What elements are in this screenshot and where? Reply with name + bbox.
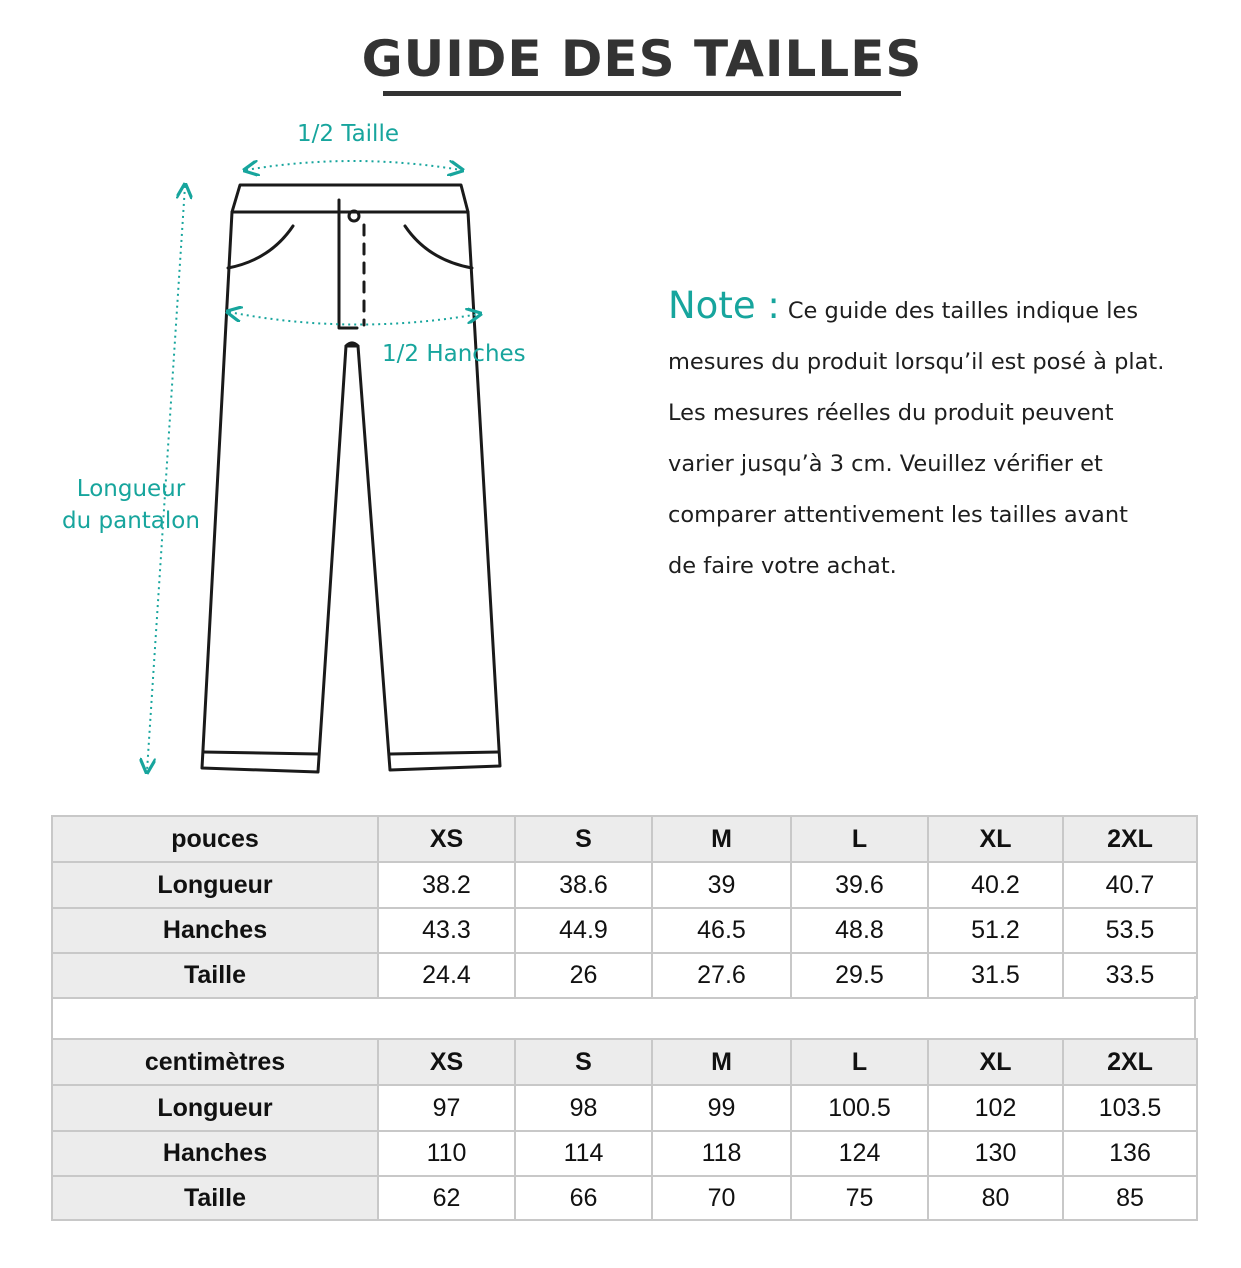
pants-outline (202, 185, 500, 772)
measure-value: 100.5 (791, 1085, 928, 1131)
note-text-1: Ce guide des tailles indique les (787, 298, 1139, 324)
measure-value: 39 (652, 862, 791, 908)
unit-header: pouces (52, 816, 378, 862)
note-line-6: de faire votre achat. (668, 553, 897, 579)
table-spacer (51, 996, 1196, 1038)
size-note (668, 280, 1208, 592)
table-row (52, 1085, 1197, 1131)
page-title: GUIDE DES TAILLES (361, 30, 923, 88)
measure-label: Hanches (52, 908, 378, 953)
table-header-row (52, 1039, 1197, 1085)
measure-value: 29.5 (791, 953, 928, 998)
size-header: M (652, 1039, 791, 1085)
measure-value: 103.5 (1063, 1085, 1197, 1131)
note-line-5: comparer attentivement les tailles avant (668, 502, 1128, 528)
size-header: L (791, 816, 928, 862)
note-line-2: mesures du produit lorsqu’il est posé à plat. (668, 349, 1165, 375)
measure-value: 70 (652, 1176, 791, 1220)
measure-value: 98 (515, 1085, 652, 1131)
table-row (52, 908, 1197, 953)
measure-value: 39.6 (791, 862, 928, 908)
measure-value: 85 (1063, 1176, 1197, 1220)
pants-length-label-line2: du pantalon (62, 508, 200, 534)
measure-value: 38.6 (515, 862, 652, 908)
half-waist-label: 1/2 Taille (297, 121, 399, 147)
measure-value: 24.4 (378, 953, 515, 998)
pants-length-label (56, 473, 206, 537)
size-header: XL (928, 816, 1063, 862)
size-header: 2XL (1063, 1039, 1197, 1085)
measure-label: Longueur (52, 1085, 378, 1131)
measure-value: 51.2 (928, 908, 1063, 953)
measure-label: Hanches (52, 1131, 378, 1176)
measure-label: Taille (52, 1176, 378, 1220)
measure-value: 48.8 (791, 908, 928, 953)
note-line-1 (668, 280, 1208, 337)
measure-value: 114 (515, 1131, 652, 1176)
size-header: S (515, 816, 652, 862)
unit-header: centimètres (52, 1039, 378, 1085)
measure-value: 38.2 (378, 862, 515, 908)
note-line-4: varier jusqu’à 3 cm. Veuillez vérifier et (668, 451, 1103, 477)
measure-value: 43.3 (378, 908, 515, 953)
measure-value: 80 (928, 1176, 1063, 1220)
measure-value: 124 (791, 1131, 928, 1176)
size-header: XS (378, 1039, 515, 1085)
measure-value: 33.5 (1063, 953, 1197, 998)
size-table-inches (51, 815, 1198, 999)
table-row (52, 953, 1197, 998)
measure-value: 66 (515, 1176, 652, 1220)
measure-label: Taille (52, 953, 378, 998)
measure-label: Longueur (52, 862, 378, 908)
measure-value: 99 (652, 1085, 791, 1131)
measure-value: 110 (378, 1131, 515, 1176)
note-heading: Note : (668, 284, 780, 327)
table-row (52, 1176, 1197, 1220)
note-line-3: Les mesures réelles du produit peuvent (668, 400, 1114, 426)
measure-value: 44.9 (515, 908, 652, 953)
table-header-row (52, 816, 1197, 862)
measure-value: 75 (791, 1176, 928, 1220)
size-header: S (515, 1039, 652, 1085)
size-header: 2XL (1063, 816, 1197, 862)
size-header: XL (928, 1039, 1063, 1085)
measure-value: 40.2 (928, 862, 1063, 908)
measure-value: 46.5 (652, 908, 791, 953)
size-table-centimeters (51, 1038, 1198, 1221)
size-header: L (791, 1039, 928, 1085)
measure-value: 136 (1063, 1131, 1197, 1176)
measure-value: 118 (652, 1131, 791, 1176)
measure-value: 31.5 (928, 953, 1063, 998)
table-row (52, 1131, 1197, 1176)
measure-value: 26 (515, 953, 652, 998)
measure-value: 27.6 (652, 953, 791, 998)
measure-value: 62 (378, 1176, 515, 1220)
measure-value: 97 (378, 1085, 515, 1131)
half-hips-label: 1/2 Hanches (382, 341, 526, 367)
size-header: M (652, 816, 791, 862)
size-header: XS (378, 816, 515, 862)
table-row (52, 862, 1197, 908)
measure-value: 53.5 (1063, 908, 1197, 953)
measure-value: 130 (928, 1131, 1063, 1176)
measure-value: 102 (928, 1085, 1063, 1131)
measure-value: 40.7 (1063, 862, 1197, 908)
pants-length-label-line1: Longueur (76, 476, 186, 502)
